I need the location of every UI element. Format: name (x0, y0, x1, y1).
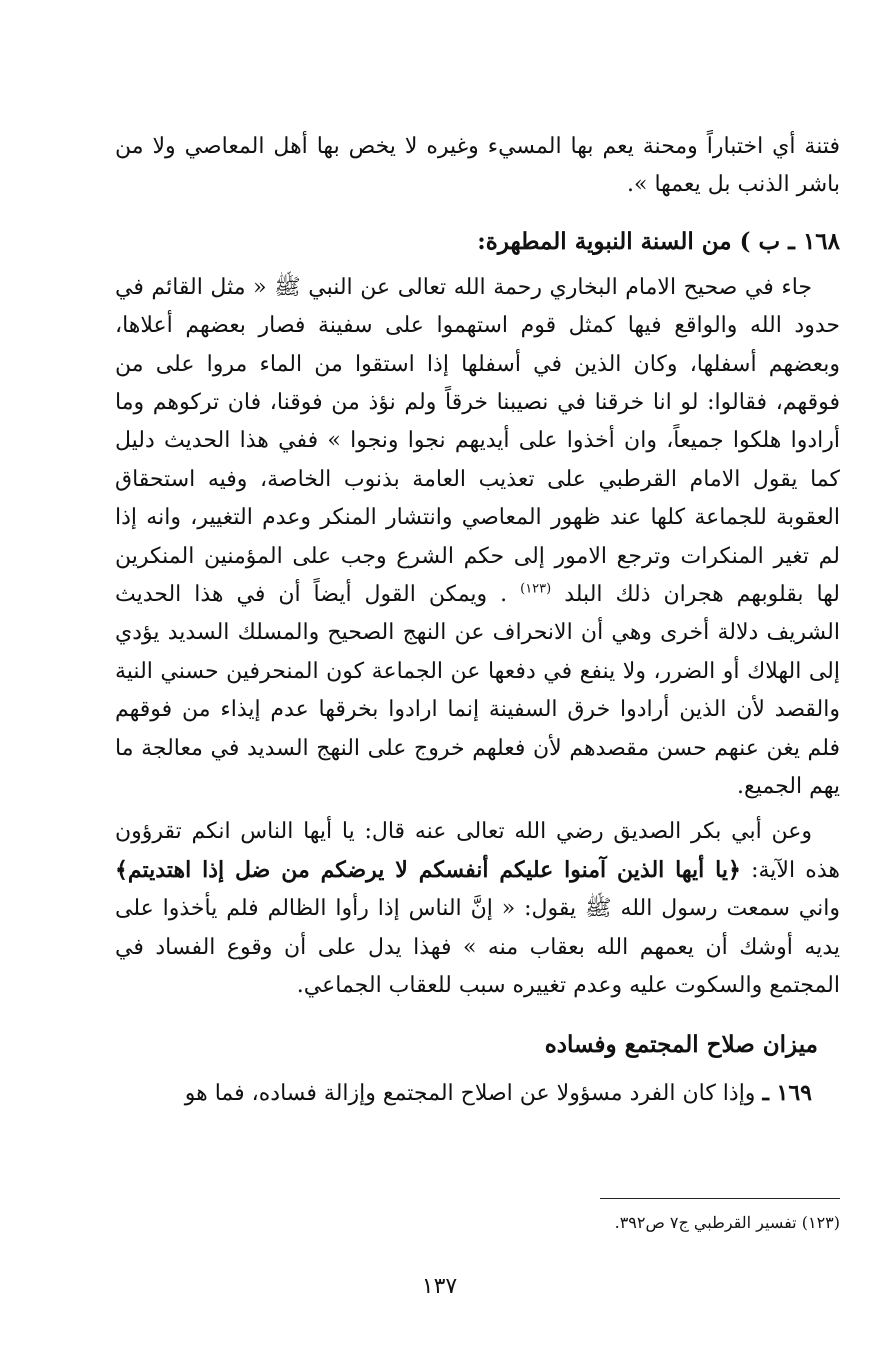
footnote-reference: (١٢٣) (520, 581, 552, 597)
paragraph-hadith-ship-part1: جاء في صحيح الامام البخاري رحمة الله تعالى عن النبي ﷺ « مثل القائم في حدود الله والواقع فيها كمثل قوم استهموا على سفينة فصار بعضهم أعلاها، وبعضهم أسفلها، وكان الذين في أسفلها إذا استقوا من الماء مروا على من فوقهم، فقالوا: لو انا خرقنا في نصيبنا خرقاً ولم نؤذ من فوقنا، فان تركوهم وما أرادوا هلكوا جميعاً، وان أخذوا على أيديهم نجوا ونجوا » ففي هذا الحديث دليل كما يقول الامام القرطبي على تعذيب العامة بذنوب الخاصة، وفيه استحقاق العقوبة للجماعة كلها عند ظهور المعاصي وانتشار المنكر وعدم التغيير، وانه إذا لم تغير المنكرات وترجع الامور إلى حكم الشرع وجب على المؤمنين المنكرين لها بقلوبهم هجران ذلك البلد (115, 274, 840, 608)
heading-168: ١٦٨ ـ ب ) من السنة النبوية المطهرة: (477, 227, 840, 255)
quran-verse-quote: ﴿يا أيها الذين آمنوا عليكم أنفسكم لا يرضكم من ضل إذا اهتديتم﴾ (115, 856, 741, 883)
page-body (115, 128, 840, 1113)
footnote-divider (600, 1198, 840, 1199)
continuation-paragraph: فتنة أي اختباراً ومحنة يعم بها المسيء وغيره لا يخص بها أهل المعاصي ولا من باشر الذنب بل يعمها ». (115, 134, 840, 198)
paragraph-hadith-ship-part2: . ويمكن القول أيضاً أن في هذا الحديث الشريف دلالة أخرى وهي أن الانحراف عن النهج الصحيح والمسلك السديد يؤدي إلى الهلاك أو الضرر، ولا ينفع في دفعها عن الجماعة كون المنحرفين حسني النية والقصد لأن الذين أرادوا خرق السفينة إنما ارادوا بخرقها عدم إيذاء من فوقهم فلم يغن عنهم حسن مقصدهم لأن فعلهم خروج على النهج السديد في معالجة ما يهم الجميع. (115, 582, 840, 800)
paragraph-abu-bakr-rest: واني سمعت رسول الله ﷺ يقول: « إنَّ الناس إذا رأوا الظالم فلم يأخذوا على يديه أوشك أن يعمهم الله بعقاب منه » فهذا يدل على أن وقوع الفساد في المجتمع والسكوت عليه وعدم تغييره سبب للعقاب الجماعي. (115, 896, 840, 999)
paragraph-number-169: ١٦٩ ـ (762, 1079, 812, 1106)
paragraph-hadith-ship (115, 269, 840, 807)
section-heading: ميزان صلاح المجتمع وفساده (544, 1030, 818, 1058)
paragraph-169-text: وإذا كان الفرد مسؤولا عن اصلاح المجتمع وإزالة فساده، فما هو (184, 1080, 756, 1106)
paragraph-abu-bakr (115, 813, 840, 1006)
page-number: ١٣٧ (421, 1274, 458, 1299)
paragraph-169 (115, 1074, 840, 1113)
paragraph-abu-bakr-intro: وعن أبي بكر الصديق رضي الله تعالى عنه قال: يا أيها الناس انكم تقرؤون هذه الآية: (115, 818, 840, 883)
footnote: (١٢٣) تفسير القرطبي ج٧ ص٣٩٢. (614, 1213, 840, 1232)
